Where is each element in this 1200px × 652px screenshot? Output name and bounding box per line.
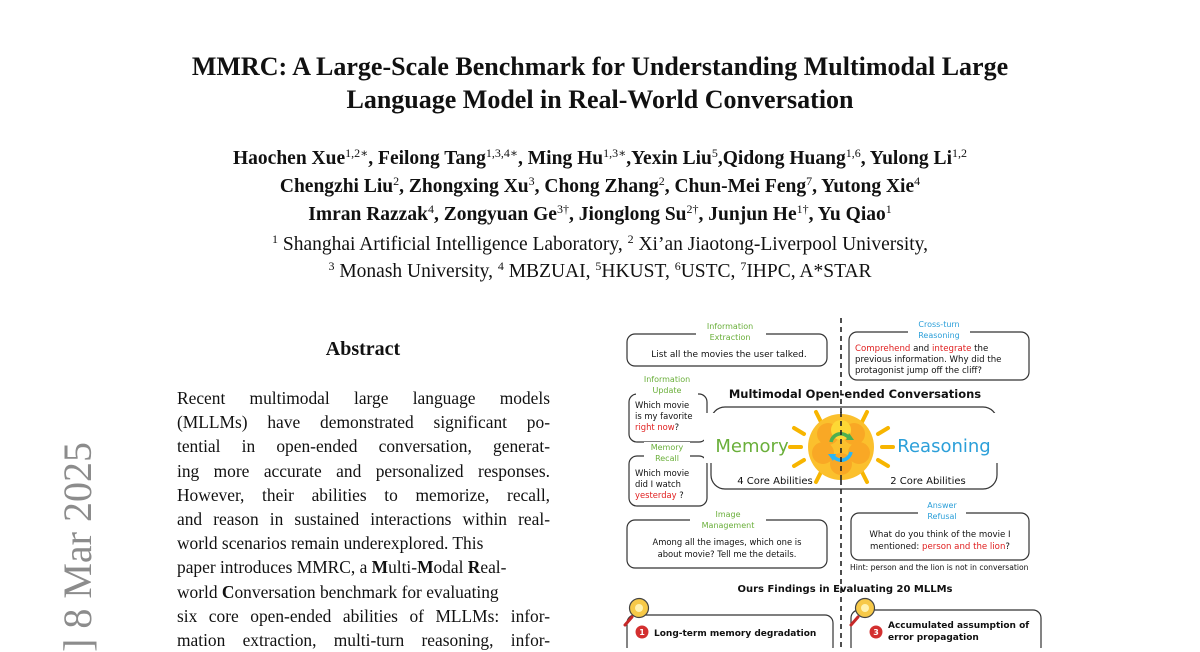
memory-word: Memory bbox=[715, 436, 789, 457]
abstract-line: tential in open-ended conversation, generat- bbox=[177, 436, 550, 457]
image-management-label: Image bbox=[715, 510, 741, 519]
affiliations bbox=[0, 231, 1200, 285]
image-management-label-2: Management bbox=[701, 521, 755, 530]
author-list bbox=[0, 145, 1200, 229]
memory-recall-line-3: yesterday ? bbox=[635, 490, 684, 500]
author-line-2: Chengzhi Liu$^2$, Zhongxing Xu$^3$, Chong Zhang$^2$, Chun-Mei Feng$^7$, Yutong Xie$^4$ bbox=[279, 174, 921, 197]
overview-figure bbox=[618, 316, 1058, 648]
arxiv-stamp: ] 8 Mar 2025 bbox=[55, 442, 100, 652]
abstract-body bbox=[177, 386, 550, 652]
abstract-line: ing more accurate and personalized responses. bbox=[177, 460, 550, 481]
cross-turn-line-2: previous information. Why did the bbox=[855, 355, 1002, 365]
answer-refusal-label: Answer bbox=[927, 501, 957, 510]
affiliation-line-2: $^3$ Monash University, $^4$ MBZUAI, $^5$HKUST, $^6$USTC, $^7$IHPC, A*STAR bbox=[328, 259, 872, 282]
finding-3-number: 3 bbox=[873, 628, 879, 637]
abstract-line: world scenarios remain underexplored. This bbox=[177, 533, 484, 554]
answer-refusal-line-1: What do you think of the movie I bbox=[869, 530, 1011, 540]
paper-title: MMRC: A Large-Scale Benchmark for Understanding Multimodal Large Language Model in Real-World Conversation bbox=[191, 52, 1009, 114]
abstract-line: However, their abilities to memorize, recall, bbox=[177, 484, 550, 505]
center-heading: Multimodal Open-ended Conversations bbox=[728, 387, 982, 401]
info-update-label-2: Update bbox=[652, 386, 682, 395]
answer-refusal-label-2: Refusal bbox=[927, 512, 957, 521]
info-extraction-text: List all the movies the user talked. bbox=[651, 350, 807, 360]
memory-recall-line-1: Which movie bbox=[635, 468, 690, 478]
memory-recall-label-2: Recall bbox=[655, 454, 679, 463]
memory-recall-label: Memory bbox=[650, 443, 684, 452]
cross-turn-label: Cross-turn bbox=[918, 320, 960, 329]
info-extraction-label: Information bbox=[706, 322, 754, 331]
abstract-line: mation extraction, multi-turn reasoning, infor- bbox=[177, 630, 550, 651]
author-line-1: Haochen Xue$^{1,2∗}$, Feilong Tang$^{1,3,4∗}$, Ming $Hu^{1,3∗},Yexin$ Liu$^5$,Qidong Huang$^{1,6}$, Yulong Li$^{1,2}$ bbox=[233, 146, 967, 169]
answer-refusal-line-2: mentioned: person and the lion? bbox=[870, 542, 1010, 552]
abstract-line: six core open-ended abilities of MLLMs: infor- bbox=[177, 605, 550, 626]
abstract-line: paper introduces MMRC, a Multi-Modal Real- bbox=[177, 557, 507, 578]
info-update-line-2: is my favorite bbox=[635, 411, 693, 421]
finding-1-text: Long-term memory degradation bbox=[654, 629, 817, 639]
memory-recall-line-2: did I watch bbox=[635, 479, 681, 489]
info-update-label: Information bbox=[643, 375, 691, 384]
abstract-heading: Abstract bbox=[325, 338, 401, 360]
finding-3-line-1: Accumulated assumption of bbox=[888, 621, 1030, 631]
abstract-line: (MLLMs) have demonstrated significant po- bbox=[177, 412, 550, 433]
reasoning-word: Reasoning bbox=[897, 436, 991, 457]
cross-turn-line-1: Comprehend and integrate the bbox=[855, 344, 989, 354]
affiliation-line-1: $^1$ Shanghai Artificial Intelligence Laboratory, $^2$ Xi’an Jiaotong-Liverpool University, bbox=[271, 232, 929, 255]
info-update-line-1: Which movie bbox=[635, 400, 690, 410]
abstract-line: and reason in sustained interactions within real- bbox=[177, 509, 550, 530]
info-extraction-label-2: Extraction bbox=[709, 333, 751, 342]
finding-1-number: 1 bbox=[639, 628, 645, 637]
finding-3-line-2: error propagation bbox=[888, 633, 979, 643]
findings-heading: Ours Findings in Evaluating 20 MLLMs bbox=[737, 584, 953, 595]
right-caption: 2 Core Abilities bbox=[890, 476, 966, 487]
image-management-line-1: Among all the images, which one is bbox=[652, 537, 802, 547]
abstract-line: Recent multimodal large language models bbox=[177, 388, 550, 408]
author-line-3: Imran Razzak$^4$, Zongyuan $Ge^{3\dagger}$, Jionglong $Su^{2\dagger}$, Junjun $He^{1\dagger}$, Yu Qiao$^1$ bbox=[308, 202, 892, 225]
image-management-line-2: about movie? Tell me the details. bbox=[657, 549, 797, 559]
cross-turn-line-3: protagonist jump off the cliff? bbox=[855, 366, 982, 376]
cross-turn-label-2: Reasoning bbox=[918, 331, 960, 340]
left-caption: 4 Core Abilities bbox=[737, 476, 813, 487]
abstract-line: world Conversation benchmark for evaluating bbox=[177, 581, 499, 602]
hint-text: Hint: person and the lion is not in conversation bbox=[850, 563, 1029, 572]
finding-1-lightbulb-icon bbox=[625, 599, 649, 626]
info-update-line-3: right now? bbox=[635, 422, 680, 432]
